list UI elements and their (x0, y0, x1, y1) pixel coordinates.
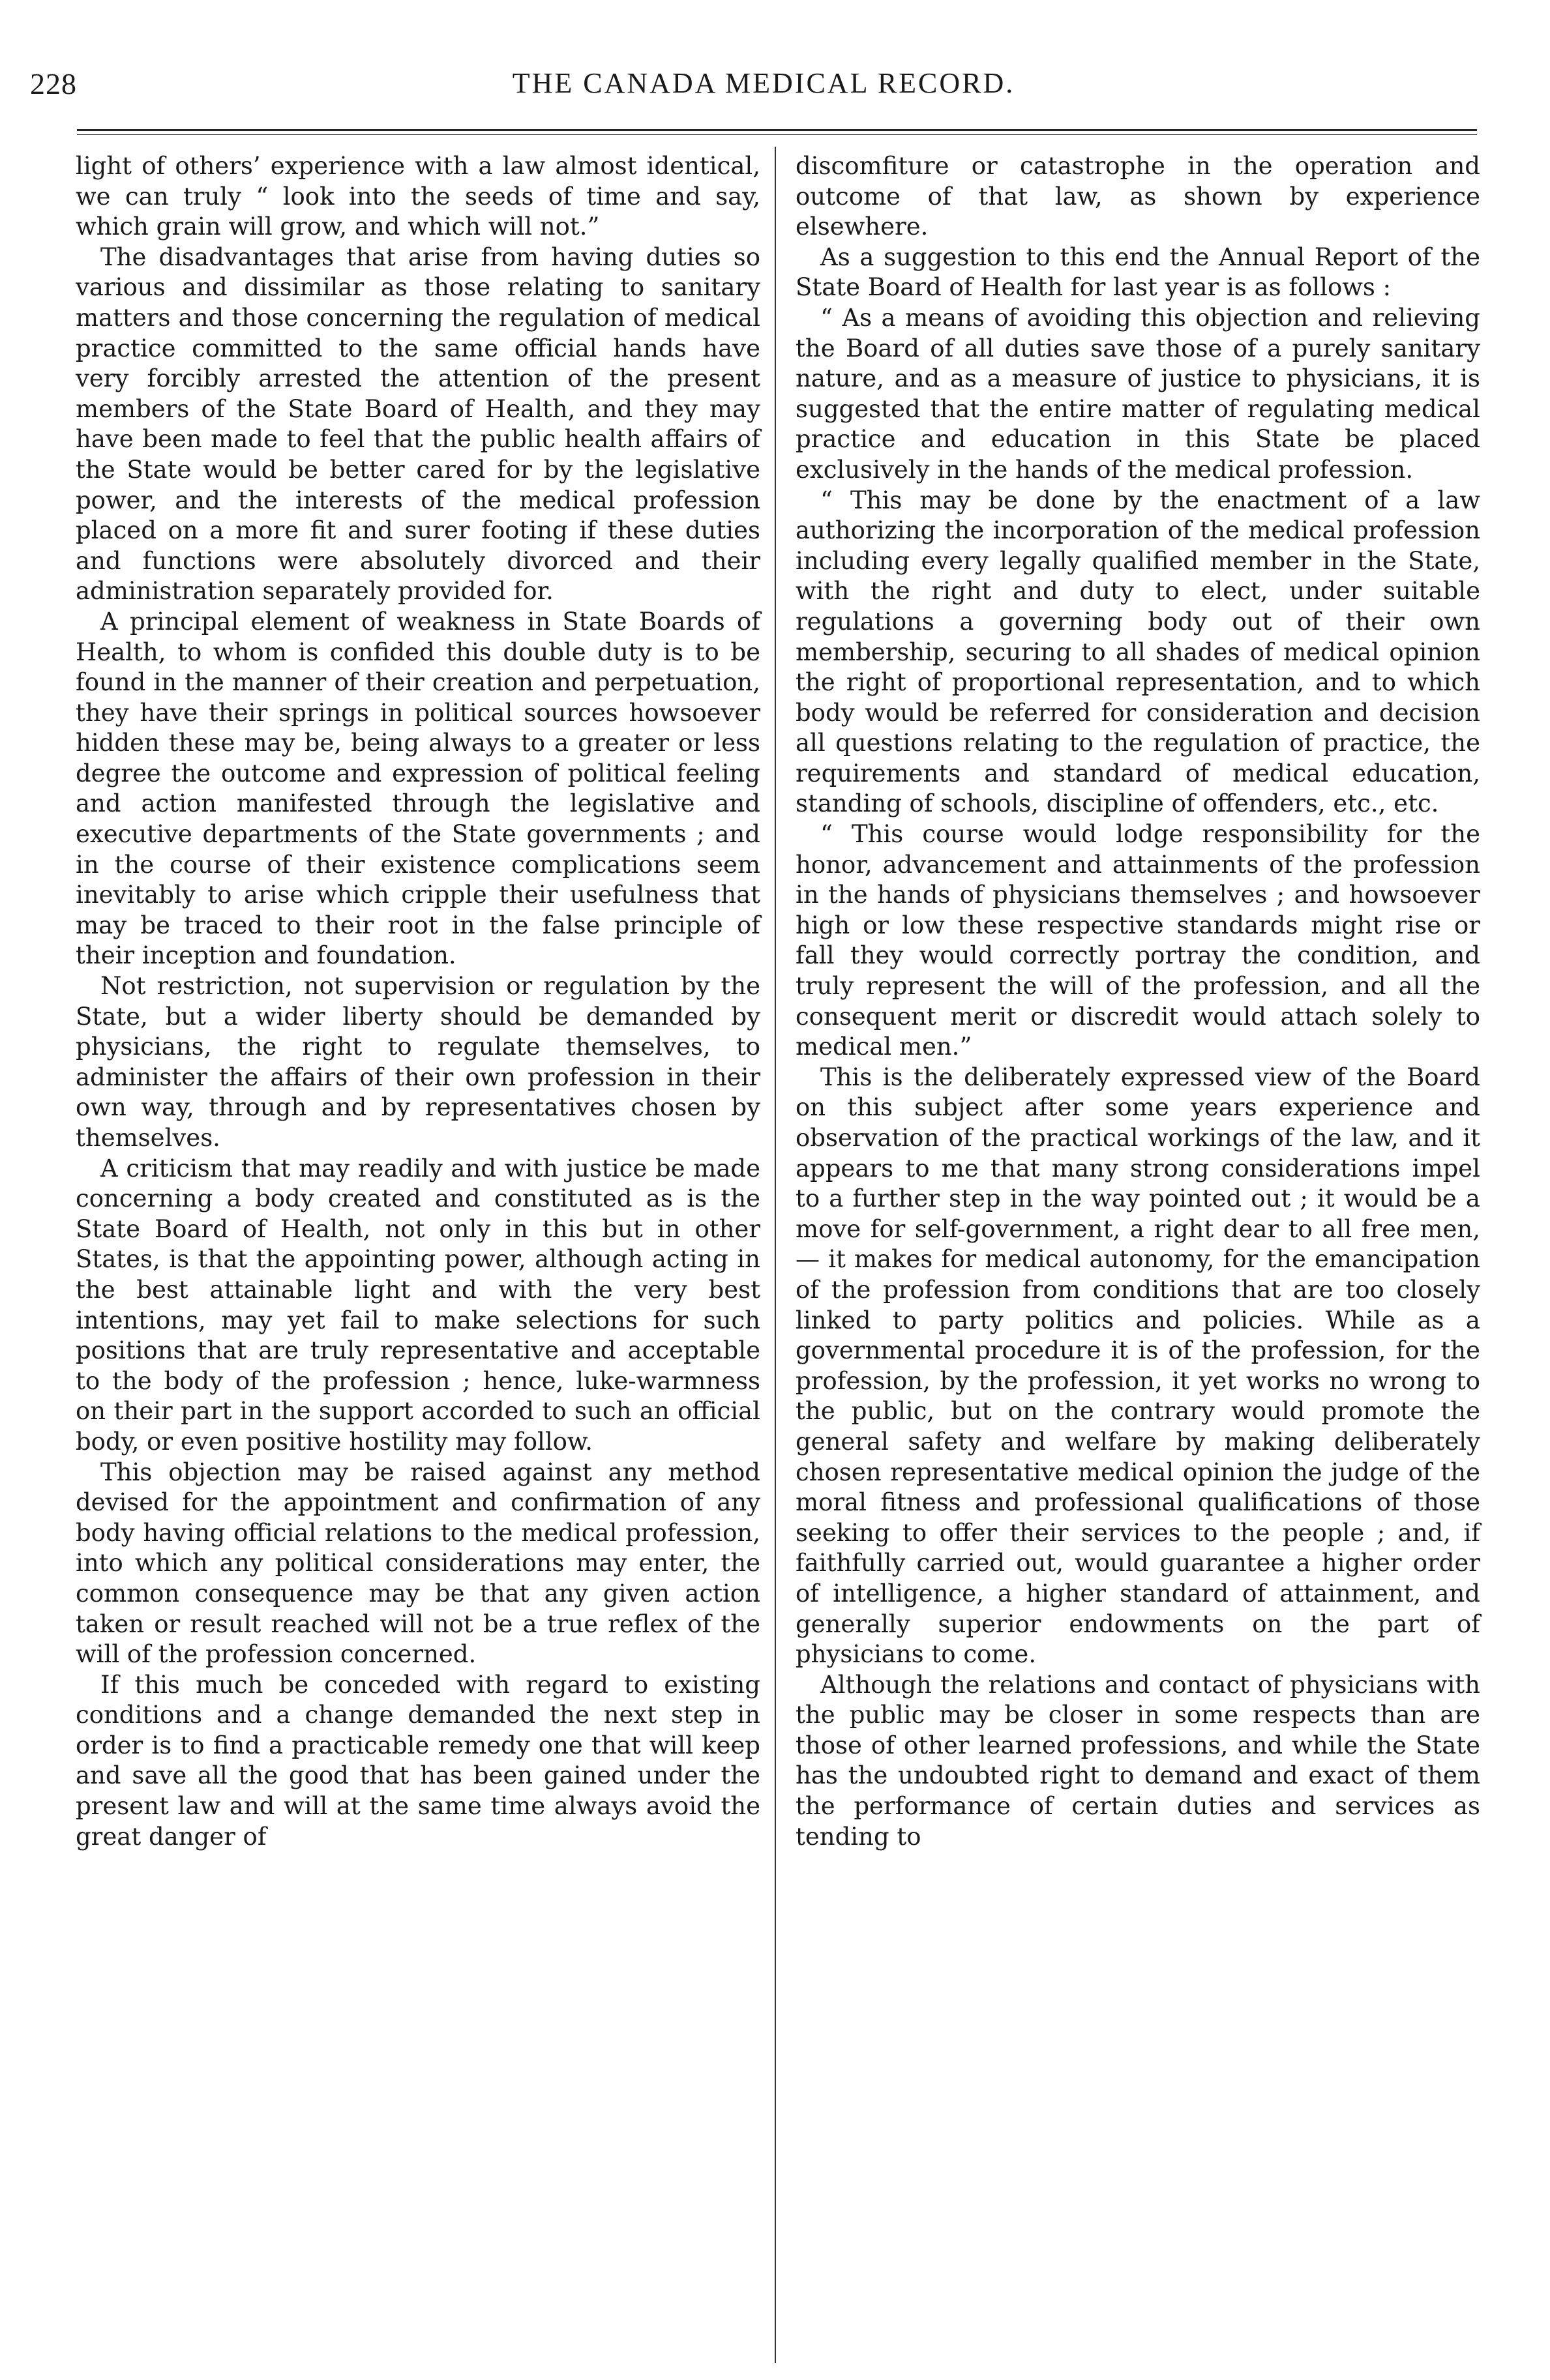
right-column (796, 151, 1480, 1852)
paragraph: The disadvantages that arise from having duties so various and dissimilar as those relating to sanitary matters and those concerning the regulation of medical practice committed to the same official hands have very forcibly arrested the attention of the present members of the State Board of Health, and they may have been made to feel that the public health affairs of the State would be better cared for by the legislative power, and the interests of the medical profession placed on a more fit and surer footing if these duties and functions were absolutely divorced and their administration separately provided for. (76, 242, 760, 606)
paragraph: A principal element of weakness in State Boards of Health, to whom is confided this double duty is to be found in the manner of their creation and perpetuation, they have their springs in political sources howsoever hidden these may be, being always to a greater or less degree the outcome and expression of political feeling and action manifested through the legislative and executive departments of the State governments ; and in the course of their existence complications seem inevitably to arise which cripple their usefulness that may be traced to their root in the false principle of their inception and foundation. (76, 607, 760, 970)
paragraph: “ As a means of avoiding this objection and relieving the Board of all duties save those of a purely sanitary nature, and as a measure of justice to physicians, it is suggested that the entire matter of regulating medical practice and education in this State be placed exclusively in the hands of the medical profession. (796, 303, 1480, 484)
header-rule (77, 129, 1477, 135)
paragraph: A criticism that may readily and with justice be made concerning a body created and constituted as is the State Board of Health, not only in this but in other States, is that the appointing power, although acting in the best attainable light and with the very best intentions, may yet fail to make selections for such positions that are truly representative and acceptable to the body of the profession ; hence, luke-warmness on their part in the support accorded to such an official body, or even positive hostility may follow. (76, 1154, 760, 1456)
paragraph: This objection may be raised against any method devised for the appointment and confirmation of any body having official relations to the medical profession, into which any political considerations may enter, the common consequence may be that any given action taken or result reached will not be a true reflex of the will of the profession concerned. (76, 1458, 760, 1669)
paragraph: “ This may be done by the enactment of a law authorizing the incorporation of the medical profession including every legally qualified member in the State, with the right and duty to elect, under suitable regulations a governing body out of their own membership, securing to all shades of medical opinion the right of proportional representation, and to which body would be referred for consideration and decision all questions relating to the regulation of practice, the requirements and standard of medical education, standing of schools, discipline of offenders, etc., etc. (796, 486, 1480, 818)
paragraph: Although the relations and contact of physicians with the public may be closer in some respects than are those of other learned professions, and while the State has the undoubted right to demand and exact of them the performance of certain duties and services as tending to (796, 1670, 1480, 1851)
journal-title: THE CANADA MEDICAL RECORD. (512, 67, 1015, 99)
page-header (30, 66, 1497, 112)
paragraph: light of others’ experience with a law almost identical, we can truly “ look into the seeds of time and say, which grain will grow, and which will not.” (76, 152, 760, 241)
paragraph: If this much be conceded with regard to existing conditions and a change demanded the next step in order is to find a practicable remedy one that will keep and save all the good that has been gained under the present law and will at the same time always avoid the great danger of (76, 1670, 760, 1851)
paragraph: This is the deliberately expressed view of the Board on this subject after some years experience and observation of the practical workings of the law, and it appears to me that many strong considerations impel to a further step in the way pointed out ; it would be a move for self-government, a right dear to all free men,— it makes for medical autonomy, for the emancipation of the profession from conditions that are too closely linked to party politics and policies. While as a governmental procedure it is of the profession, for the profession, by the profession, it yet works no wrong to the public, but on the contrary would promote the general safety and welfare by making deliberately chosen representative medical opinion the judge of the moral fitness and professional qualifications of those seeking to offer their services to the people ; and, if faithfully carried out, would guarantee a higher order of intelligence, a higher standard of attainment, and generally superior endowments on the part of physicians to come. (796, 1063, 1480, 1669)
paragraph: As a suggestion to this end the Annual Report of the State Board of Health for last year is as follows : (796, 242, 1480, 302)
column-divider (775, 147, 776, 2363)
paragraph: discomfiture or catastrophe in the operation and outcome of that law, as shown by experience elsewhere. (796, 152, 1480, 241)
paragraph: Not restriction, not supervision or regulation by the State, but a wider liberty should be demanded by physicians, the right to regulate themselves, to administer the affairs of their own profession in their own way, through and by representatives chosen by themselves. (76, 972, 760, 1152)
left-column (76, 151, 760, 1852)
paragraph: “ This course would lodge responsibility for the honor, advancement and attainments of the profession in the hands of physicians themselves ; and howsoever high or low these respective standards might rise or fall they would correctly portray the condition, and truly represent the will of the profession, and all the consequent merit or discredit would attach solely to medical men.” (796, 820, 1480, 1061)
page-number: 228 (30, 67, 77, 100)
